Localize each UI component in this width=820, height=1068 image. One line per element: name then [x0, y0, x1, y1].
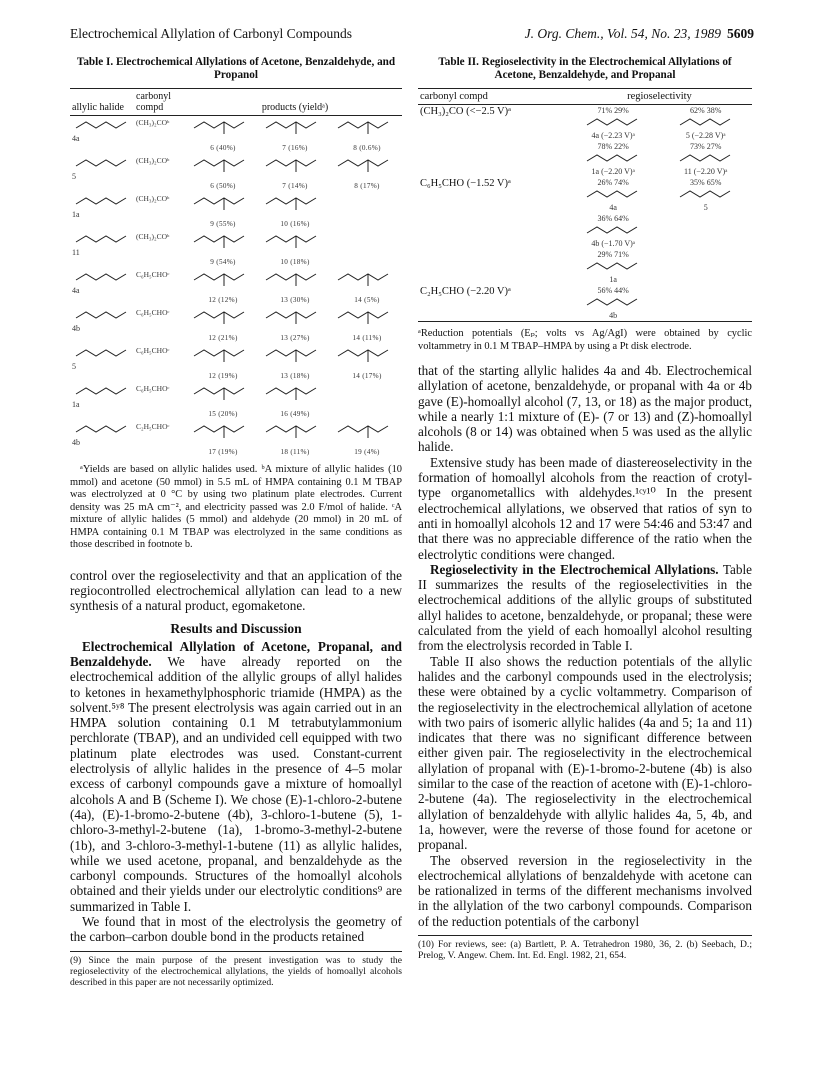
right-para-3: [418, 562, 752, 654]
t1-product: [262, 308, 328, 342]
t1-product: [334, 308, 400, 342]
t1-products-cell: [188, 382, 402, 420]
t1-halide-cell: [70, 116, 134, 155]
t1-product-label: 6 (50%): [210, 182, 236, 190]
t1-product: [334, 270, 400, 304]
run-in-heading-1: Electrochemical Allylation of Acetone, Propanal, and Benzaldehyde.: [70, 638, 402, 669]
table2-row: [418, 213, 752, 249]
t1-halide-cell: [70, 420, 134, 458]
t1-product-label: 7 (16%): [282, 144, 308, 152]
t1-halide-cell: [70, 306, 134, 344]
t1-carbonyl-cell: (CH₃)₂COᵇ: [136, 118, 170, 127]
left-body: [70, 568, 402, 945]
t1-product-label: 9 (55%): [210, 220, 236, 228]
t1-halide-cell: [70, 230, 134, 268]
t1-halide-cell: [70, 268, 134, 306]
t2-regio-cell: [567, 105, 660, 142]
journal-citation: J. Org. Chem., Vol. 54, No. 23, 1989: [524, 26, 721, 41]
structure-drawing: [262, 194, 322, 220]
t1-product: [190, 384, 256, 418]
t1-halide-label: 4b: [72, 324, 80, 333]
t2-header-carbonyl: carbonyl compd: [418, 89, 567, 105]
table1-row: [70, 268, 402, 306]
t1-halide-label: 4a: [72, 286, 80, 295]
table1-row: [70, 344, 402, 382]
structure-drawing: [334, 156, 394, 182]
structure-drawing: [262, 118, 322, 144]
structure-drawing: [583, 151, 643, 167]
t2-regio-cell: [567, 249, 660, 285]
t2-carbonyl-cell: (CH₃)₂CO (<−2.5 V)ᵃ: [420, 106, 511, 117]
t1-product-label: 16 (49%): [280, 410, 310, 418]
structure-drawing: [190, 156, 250, 182]
t2-regio-cell: [659, 141, 752, 177]
t1-product-label: 10 (18%): [280, 258, 310, 266]
structure-drawing: [334, 422, 394, 448]
structure-drawing: [262, 270, 322, 296]
t2-regio-cell: [659, 249, 752, 285]
header-title: Electrochemical Allylation of Carbonyl Compounds: [70, 26, 352, 41]
structure-drawing: [72, 308, 132, 324]
t1-product-label: 13 (27%): [280, 334, 310, 342]
structure-drawing: [190, 118, 250, 144]
t1-halide-cell: [70, 154, 134, 192]
table1-footnote: [70, 464, 402, 552]
structure-drawing: [676, 115, 736, 131]
structure-drawing: [583, 295, 643, 311]
table2: [418, 88, 752, 321]
t1-products-cell: [188, 116, 402, 155]
structure-drawing: [72, 232, 132, 248]
table2-body: [418, 105, 752, 322]
t2-regio-cell: [567, 213, 660, 249]
t1-product: [262, 232, 328, 266]
t1-product: [262, 118, 328, 152]
t2-ratio: 56% 44%: [597, 286, 629, 295]
t1-products-cell: [188, 420, 402, 458]
t2-ratio: 71% 29%: [597, 106, 629, 115]
t2-regio-cell: [659, 213, 752, 249]
table2-caption: Table II. Regioselectivity in the Electrochemical Allylations of Acetone, Benzaldehyde, and Propanal: [438, 56, 732, 81]
t1-products-cell: [188, 192, 402, 230]
t1-product: [262, 384, 328, 418]
t1-product: [262, 422, 328, 456]
header-journal: [525, 26, 754, 42]
t1-products-cell: [188, 344, 402, 382]
t2-regio-cell: [659, 177, 752, 213]
structure-drawing: [72, 194, 132, 210]
t2-regio-cell: [659, 285, 752, 321]
t1-products-cell: [188, 306, 402, 344]
t2-carbonyl-cell: C₆H₅CHO (−1.52 V)ᵃ: [420, 178, 511, 189]
t1-product: [190, 194, 256, 228]
structure-drawing: [72, 156, 132, 172]
t1-product: [190, 422, 256, 456]
t1-halide-cell: [70, 192, 134, 230]
t1-product: [262, 270, 328, 304]
t2-header-regio: regioselectivity: [567, 89, 752, 105]
table1-caption: Table I. Electrochemical Allylations of Acetone, Benzaldehyde, and Propanol: [76, 56, 396, 81]
structure-drawing: [262, 422, 322, 448]
structure-drawing: [334, 308, 394, 334]
structure-drawing: [262, 156, 322, 182]
t1-halide-label: 5: [72, 362, 76, 371]
table1-row: [70, 192, 402, 230]
structure-drawing: [676, 187, 736, 203]
table1-row: [70, 306, 402, 344]
t2-halide-label: 4b: [609, 311, 618, 320]
left-column: [70, 56, 402, 988]
t2-ratio: 62% 38%: [690, 106, 722, 115]
t1-carbonyl-cell: C₆H₅CHOᶜ: [136, 308, 170, 317]
t2-halide-label: 5 (−2.28 V)ᵃ: [685, 131, 726, 140]
structure-drawing: [190, 308, 250, 334]
structure-drawing: [190, 232, 250, 258]
t1-product: [334, 346, 400, 380]
t2-ratio: 78% 22%: [597, 142, 629, 151]
t2-carbonyl-cell: [418, 249, 567, 285]
t2-ratio: 29% 71%: [597, 250, 629, 259]
t1-product-label: 17 (19%): [208, 448, 238, 456]
t1-halide-cell: [70, 344, 134, 382]
table2-row: [418, 249, 752, 285]
footnote-9: (9) Since the main purpose of the present investigation was to study the regioselectivity of the electrochemical allylations, the yields of homoallyl alcohols described in this paper are not necessarily optimized.: [70, 951, 402, 988]
t1-product-label: 6 (40%): [210, 144, 236, 152]
table1-row: [70, 420, 402, 458]
t2-ratio: 73% 27%: [690, 142, 722, 151]
structure-drawing: [190, 194, 250, 220]
footnote-10: (10) For reviews, see: (a) Bartlett, P. A. Tetrahedron 1980, 36, 2. (b) Seebach, D.; Prelog, V. Angew. Chem. Int. Ed. Engl. 1982, 21, 654.: [418, 935, 752, 961]
right-body: [418, 363, 752, 929]
structure-drawing: [334, 118, 394, 144]
t1-product-label: 18 (11%): [280, 448, 310, 456]
t1-product-label: 12 (19%): [208, 372, 238, 380]
t1-halide-label: 4a: [72, 134, 80, 143]
structure-drawing: [72, 422, 132, 438]
t1-product-label: 14 (5%): [354, 296, 380, 304]
t1-carbonyl-cell: (CH₃)₂COᵇ: [136, 232, 170, 241]
t2-carbonyl-cell: [418, 213, 567, 249]
t1-header-halide: allylic halide: [70, 89, 134, 116]
t2-carbonyl-cell: C₂H₅CHO (−2.20 V)ᵃ: [420, 286, 511, 297]
t1-products-cell: [188, 268, 402, 306]
structure-drawing: [72, 384, 132, 400]
t2-regio-cell: [659, 105, 752, 142]
t1-carbonyl-cell: C₂H₅CHOᶜ: [136, 422, 170, 431]
t1-carbonyl-cell: (CH₃)₂COᵇ: [136, 194, 170, 203]
t2-regio-cell: [567, 285, 660, 321]
structure-drawing: [583, 187, 643, 203]
t2-halide-label: 11 (−2.20 V)ᵃ: [684, 167, 728, 176]
t1-halide-label: 1a: [72, 400, 80, 409]
right-para-3-text: Table II summarizes the results of the regioselectivities in the electrochemical additions of the allylic groups of substituted allyl halides to acetone, benzaldehyde, or propanal; these were calculated from the yield of each homoallyl alcohol resulting from the electrolysis recorded in Table I.: [418, 561, 752, 654]
table2-row: [418, 285, 752, 321]
t1-halide-cell: [70, 382, 134, 420]
structure-drawing: [583, 223, 643, 239]
structure-drawing: [676, 151, 736, 167]
t2-ratio: 35% 65%: [690, 178, 722, 187]
t1-product-label: 13 (30%): [280, 296, 310, 304]
t1-product: [190, 118, 256, 152]
structure-drawing: [262, 308, 322, 334]
t2-regio-cell: [567, 141, 660, 177]
table2-row: [418, 177, 752, 213]
t1-carbonyl-cell: (CH₃)₂COᵇ: [136, 156, 170, 165]
left-para-1-text: We have already reported on the electrochemical addition of the allylic groups of allyl halides to ketones in hexamethylphosphoric triamide (HMPA) as the solvent.⁵ʸ⁸ The present electrolysis was again carried out in an HMPA solution containing 0.1 M tetrabutylammonium perchlorate (TBAP), and an undivided cell equipped with two platinum plate electrodes was used. Constant-current electrolysis of allylic halides in the presence of 4–5 molar excess of carbonyl compounds gave a mixture of homoallyl alcohols A and B (Scheme I). We chose (E)-1-chloro-2-butene (4a), (E)-1-bromo-2-butene (4b), 3-chloro-1-butene (5), 1-chloro-3-methyl-2-butene (1a), 1-bromo-3-methyl-2-butene (1b), and 3-chloro-3-methyl-1-butene (11) as allylic halides, while we used acetone, propanal, and benzaldehyde as the carbonyl compounds. Structures of the homoallyl alcohols obtained and their yields under our electrolytic conditions⁹ are summarized in Table I.: [70, 653, 402, 914]
t1-product-label: 8 (0.6%): [353, 144, 381, 152]
t1-products-cell: [188, 154, 402, 192]
t2-halide-label: 4b (−1.70 V)ᵃ: [591, 239, 635, 248]
structure-drawing: [583, 259, 643, 275]
t1-carbonyl-cell: C₆H₅CHOᶜ: [136, 384, 170, 393]
section-heading: Results and Discussion: [170, 621, 302, 637]
structure-drawing: [583, 115, 643, 131]
t1-halide-label: 11: [72, 248, 80, 257]
table2-note: ᵃReduction potentials (Eₚ; volts vs Ag/AgI) were obtained by cyclic voltammetry in 0.1 M TBAP–HMPA by using a Pt disk electrode.: [418, 321, 752, 353]
left-para-0: control over the regioselectivity and that an application of the regiocontrolled electrochemical allylation can lead to a new synthesis of a natural product, egomaketone.: [70, 567, 402, 614]
table1: [70, 88, 402, 458]
t2-halide-label: 5: [703, 203, 708, 212]
t2-ratio: 26% 74%: [597, 178, 629, 187]
t1-product: [190, 308, 256, 342]
t1-header-carbonyl: carbonyl compd: [134, 89, 188, 116]
t1-product-label: 7 (14%): [282, 182, 308, 190]
structure-drawing: [190, 270, 250, 296]
right-para-4: Table II also shows the reduction potentials of the allylic halides and the carbonyl compounds used in the electrolysis; these were obtained by a cyclic voltammetry. Comparison of the regioselectivity in the electrochemical allylation of acetone with two pairs of isomeric allylic halides (4a and 5; 1a and 11) indicates that there was no significant difference between either given pair. The regioselectivity in the electrochemical allylation of propanal with (E)-1-bromo-2-butene (4b) is also similar to the case of the reaction of acetone with (E)-1-chloro-2-butene (4a). The regioselectivity in the electrochemical allylation of benzaldehyde with allylic halides 4a, 5, 4b, and 1a, however, were the reverse of those found for acetone or propanal.: [418, 653, 752, 853]
right-para-1: that of the starting allylic halides 4a and 4b. Electrochemical allylation of acetone, benzaldehyde, or propanal with 4a or 4b gave (E)-homoallyl alcohol (7, 13, or 18) as the major product, while a nearly 1:1 mixture of (E)- (7 or 13) and (Z)-homoallyl alcohols (8 or 14) was obtained when 5 was used as the allylic halide.: [418, 363, 752, 455]
t1-product-label: 14 (11%): [352, 334, 382, 342]
right-para-5: The observed reversion in the regioselectivity in the electrochemical allylations of benzaldehyde with acetone can be rationalized in terms of the different mechanisms involved in the allylation of the two carbonyl compounds. Comparison of the reduction potentials of the carbonyl: [418, 852, 752, 929]
t1-product-label: 15 (20%): [208, 410, 238, 418]
structure-drawing: [190, 384, 250, 410]
structure-drawing: [72, 346, 132, 362]
t1-products-cell: [188, 230, 402, 268]
t1-halide-label: 5: [72, 172, 76, 181]
table1-row: [70, 382, 402, 420]
t1-product-label: 9 (54%): [210, 258, 236, 266]
table2-row: [418, 105, 752, 142]
structure-drawing: [262, 346, 322, 372]
structure-drawing: [262, 384, 322, 410]
right-column: [418, 56, 752, 961]
t1-halide-label: 4b: [72, 438, 80, 447]
t2-carbonyl-cell: [418, 141, 567, 177]
t1-product-label: 12 (12%): [208, 296, 238, 304]
t2-halide-label: 4a (−2.23 V)ᵃ: [591, 131, 635, 140]
t1-product-label: 14 (17%): [352, 372, 382, 380]
structure-drawing: [334, 346, 394, 372]
t2-halide-label: 1a (−2.20 V)ᵃ: [591, 167, 635, 176]
t1-halide-label: 1a: [72, 210, 80, 219]
page-number: 5609: [727, 26, 754, 41]
structure-drawing: [190, 422, 250, 448]
t1-header-products: products (yieldᵃ): [188, 89, 402, 116]
t1-product: [190, 270, 256, 304]
t1-carbonyl-cell: C₆H₅CHOᶜ: [136, 346, 170, 355]
table2-row: [418, 141, 752, 177]
t1-product: [190, 232, 256, 266]
t1-product: [334, 118, 400, 152]
t1-product-label: 8 (17%): [354, 182, 380, 190]
t2-ratio: 36% 64%: [597, 214, 629, 223]
table1-row: [70, 116, 402, 155]
table1-row: [70, 154, 402, 192]
t1-product-label: 19 (4%): [354, 448, 380, 456]
t1-product: [334, 422, 400, 456]
t2-regio-cell: [567, 177, 660, 213]
t1-product: [334, 156, 400, 190]
table1-row: [70, 230, 402, 268]
t1-product: [262, 156, 328, 190]
table1-body: [70, 116, 402, 459]
t1-carbonyl-cell: C₆H₅CHOᶜ: [136, 270, 170, 279]
t1-product-label: 13 (18%): [280, 372, 310, 380]
t1-product-label: 10 (16%): [280, 220, 310, 228]
left-para-1: [70, 639, 402, 914]
t1-product: [190, 156, 256, 190]
run-in-heading-2: Regioselectivity in the Electrochemical Allylations.: [430, 561, 719, 577]
t2-halide-label: 1a: [609, 275, 617, 284]
right-para-2: Extensive study has been made of diastereoselectivity in the formation of homoallyl alcohols from the reaction of crotyl-type organometallics with aldehydes.¹ᶜʸ¹⁰ In the present electrochemical allylations, we observed that ratios of syn to anti in homoallyl alcohols 12 and 17 were 54:46 and 53:47 and that there was no appreciable difference of the ratio when the electrolytic conditions were changed.: [418, 454, 752, 562]
left-para-2: We found that in most of the electrolysis the geometry of the carbon–carbon double bond in the products retained: [70, 914, 402, 945]
table1-footnote-text: ᵃYields are based on allylic halides used. ᵇA mixture of allylic halides (10 mmol) and acetone (50 mmol) in 5.5 mL of HMPA containing 0.1 M TBAP was electrolyzed at 0 °C by using two platinum plate electrodes. Current density was 25 mA cm⁻², and electricity passed was 2.0 F/mol of halide. ᶜA mixture of allylic halides (5 mmol) and aldehyde (20 mmol) in 20 mL of HMPA containing 0.1 M TBAP was electrolyzed in the same conditions as those described in footnote b.: [70, 464, 402, 550]
structure-drawing: [72, 118, 132, 134]
t2-halide-label: 4a: [609, 203, 617, 212]
t1-product-label: 12 (21%): [208, 334, 238, 342]
structure-drawing: [190, 346, 250, 372]
t1-product: [262, 346, 328, 380]
structure-drawing: [262, 232, 322, 258]
structure-drawing: [72, 270, 132, 286]
structure-drawing: [334, 270, 394, 296]
t1-product: [262, 194, 328, 228]
running-header: [70, 26, 754, 44]
t1-product: [190, 346, 256, 380]
